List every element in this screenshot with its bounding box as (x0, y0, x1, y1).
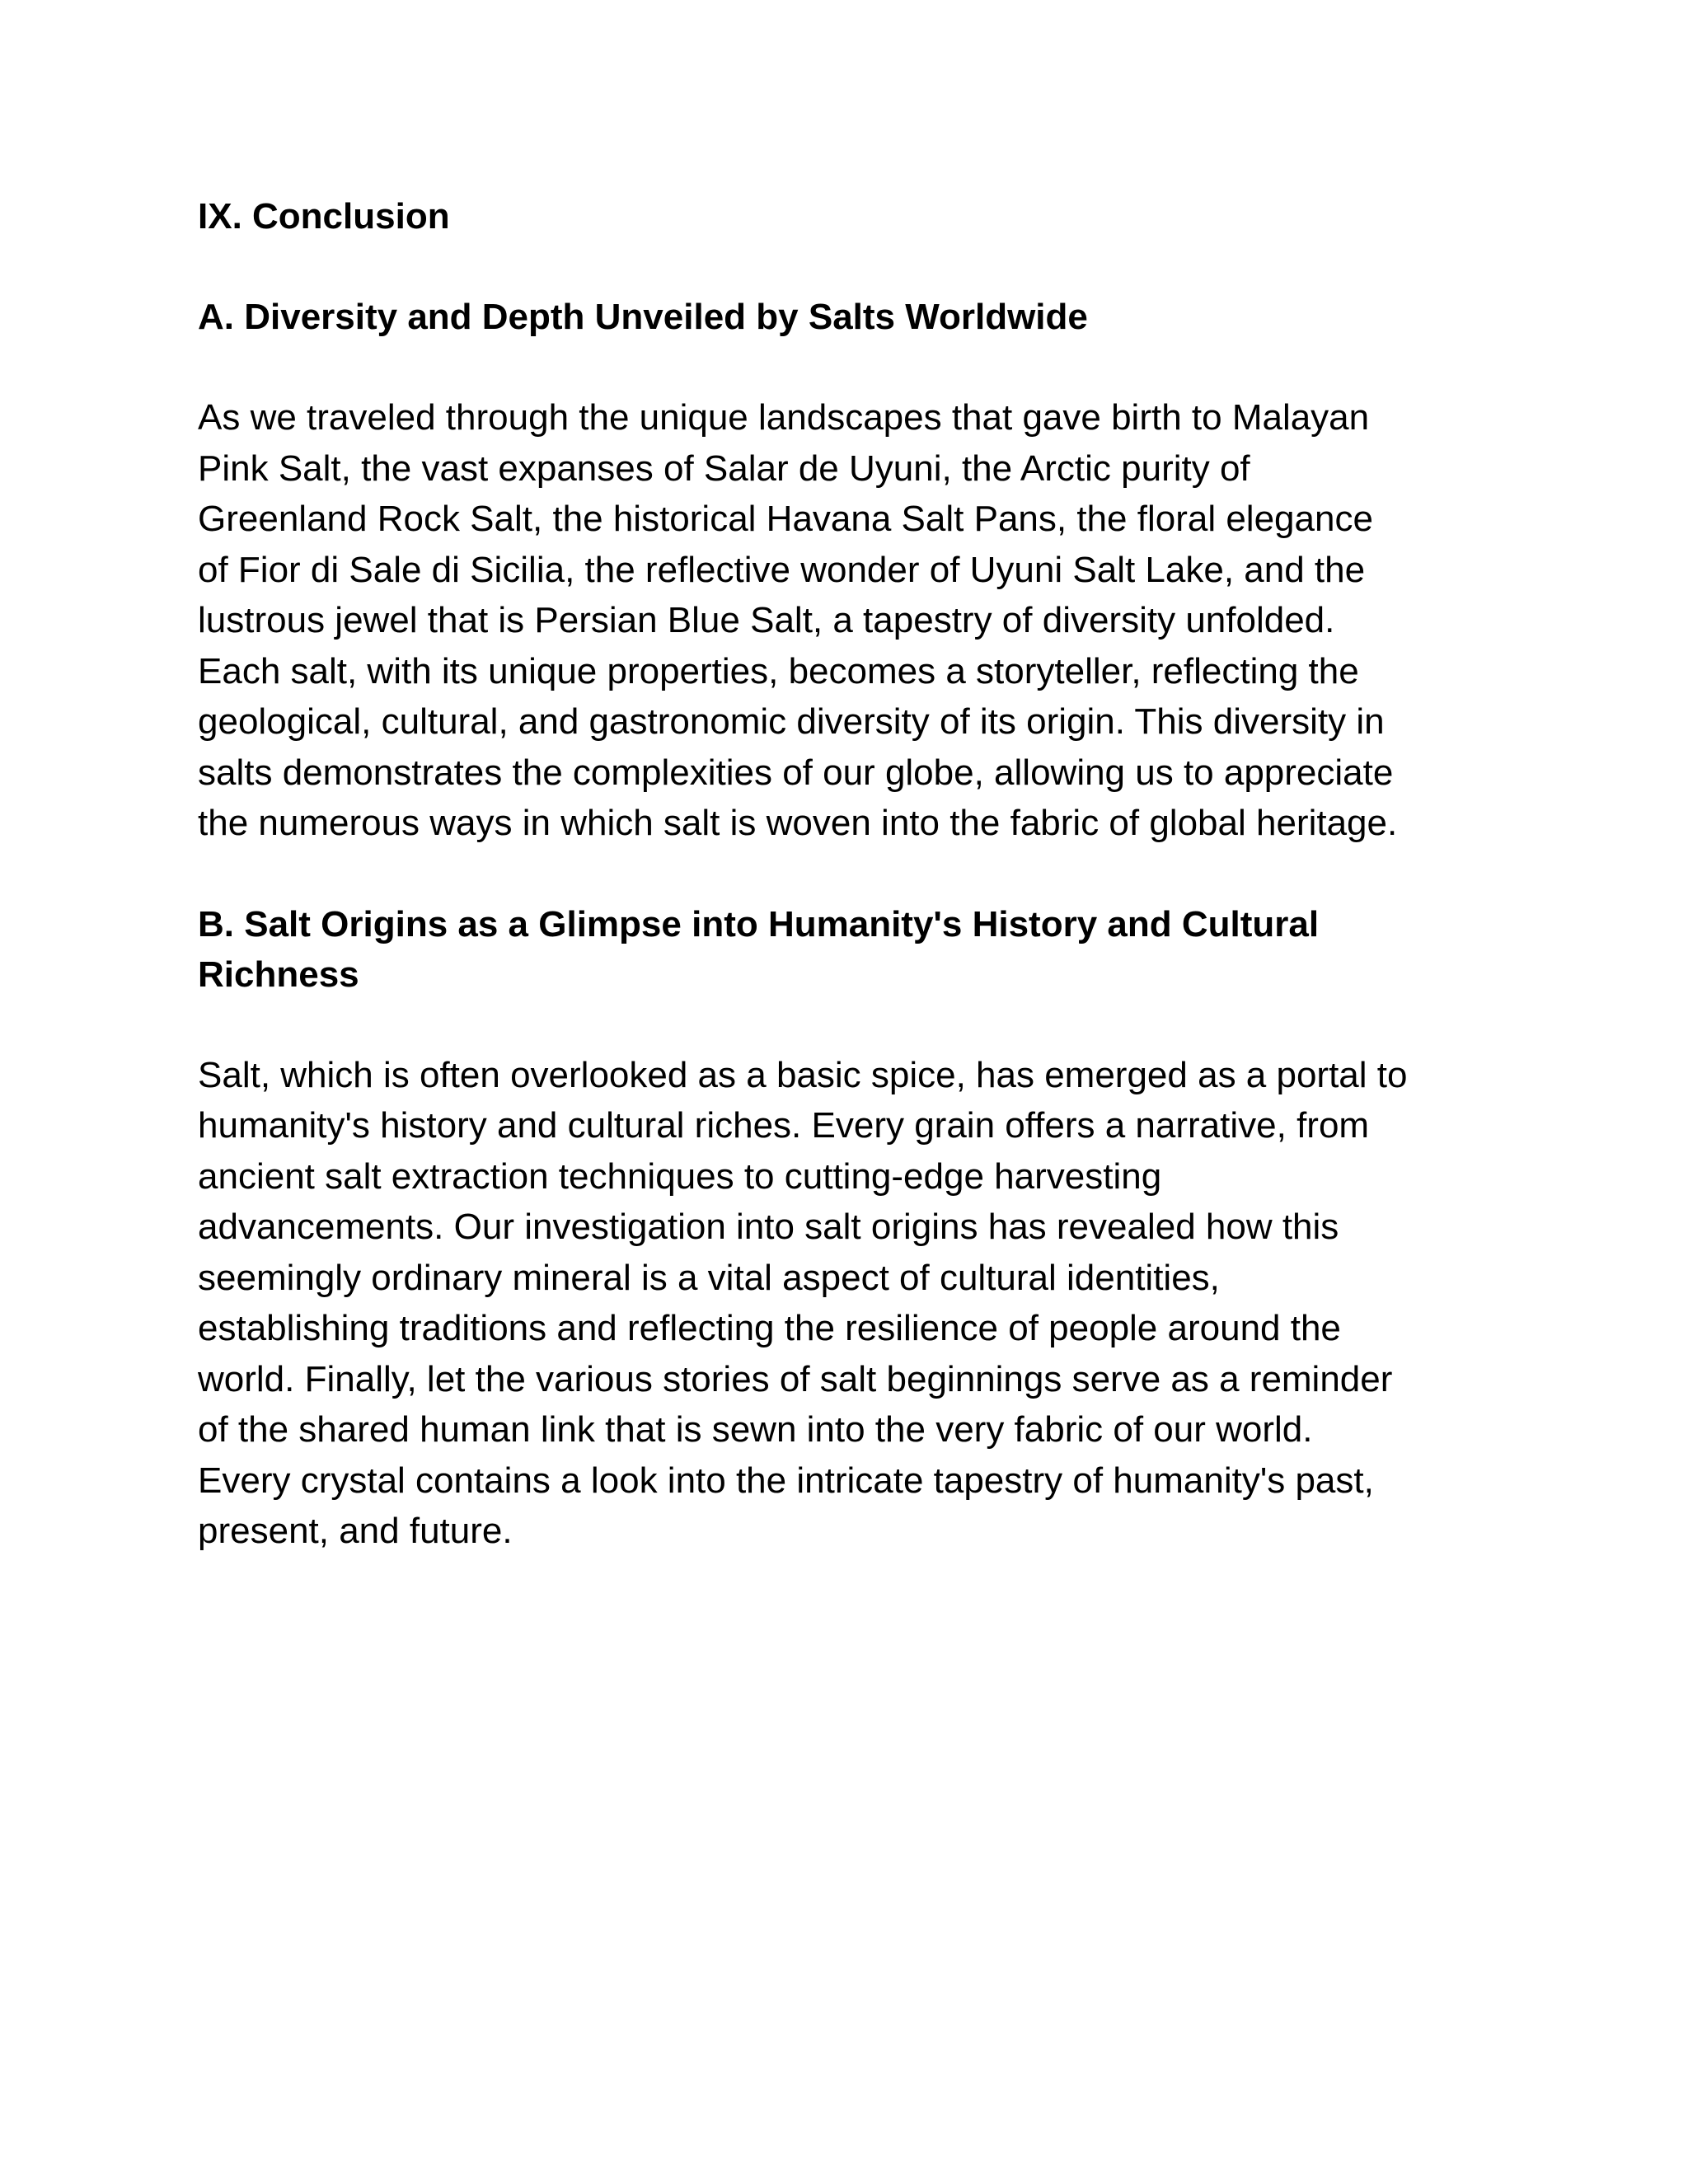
paragraph-line: of the shared human link that is sewn into the very fabric of our world. (198, 1409, 1313, 1450)
paragraph-line: Each salt, with its unique properties, becomes a storyteller, reflecting the (198, 650, 1359, 691)
spacer (198, 241, 1500, 292)
spacer (198, 849, 1500, 899)
paragraph-line: present, and future. (198, 1511, 513, 1551)
paragraph-line: Greenland Rock Salt, the historical Havana Salt Pans, the floral elegance (198, 499, 1373, 539)
spacer (198, 342, 1500, 392)
main-heading: IX. Conclusion (198, 196, 450, 237)
heading-line: Richness (198, 954, 359, 995)
paragraph-line: establishing traditions and reflecting the resilience of people around the (198, 1308, 1341, 1348)
section-b-paragraph (198, 1050, 1500, 1557)
paragraph-line: humanity's history and cultural riches. Every grain offers a narrative, from (198, 1105, 1370, 1146)
paragraph-line: seemingly ordinary mineral is a vital aspect of cultural identities, (198, 1257, 1220, 1298)
paragraph-line: salts demonstrates the complexities of our globe, allowing us to appreciate (198, 752, 1394, 793)
paragraph-line: Pink Salt, the vast expanses of Salar de Uyuni, the Arctic purity of (198, 448, 1250, 489)
section-a-heading: A. Diversity and Depth Unveiled by Salts Worldwide (198, 297, 1088, 337)
spacer (198, 1000, 1500, 1050)
heading-line: B. Salt Origins as a Glimpse into Humanity's History and Cultural (198, 903, 1320, 944)
paragraph-line: ancient salt extraction techniques to cutting-edge harvesting (198, 1155, 1162, 1197)
paragraph-line: of Fior di Sale di Sicilia, the reflective wonder of Uyuni Salt Lake, and the (198, 549, 1366, 590)
document-content (198, 191, 1500, 1557)
paragraph-line: advancements. Our investigation into salt origins has revealed how this (198, 1207, 1339, 1247)
paragraph-line: As we traveled through the unique landscapes that gave birth to Malayan (198, 397, 1370, 438)
paragraph-line: Salt, which is often overlooked as a basic spice, has emerged as a portal to (198, 1054, 1408, 1095)
paragraph-line: geological, cultural, and gastronomic diversity of its origin. This diversity in (198, 701, 1385, 742)
paragraph-line: Every crystal contains a look into the intricate tapestry of humanity's past, (198, 1460, 1374, 1501)
paragraph-line: lustrous jewel that is Persian Blue Salt, a tapestry of diversity unfolded. (198, 600, 1335, 640)
section-a-paragraph (198, 392, 1500, 849)
paragraph-line: world. Finally, let the various stories of salt beginnings serve as a reminder (198, 1358, 1393, 1399)
paragraph-line: the numerous ways in which salt is woven into the fabric of global heritage. (198, 803, 1398, 843)
section-b-heading (198, 899, 1500, 1000)
